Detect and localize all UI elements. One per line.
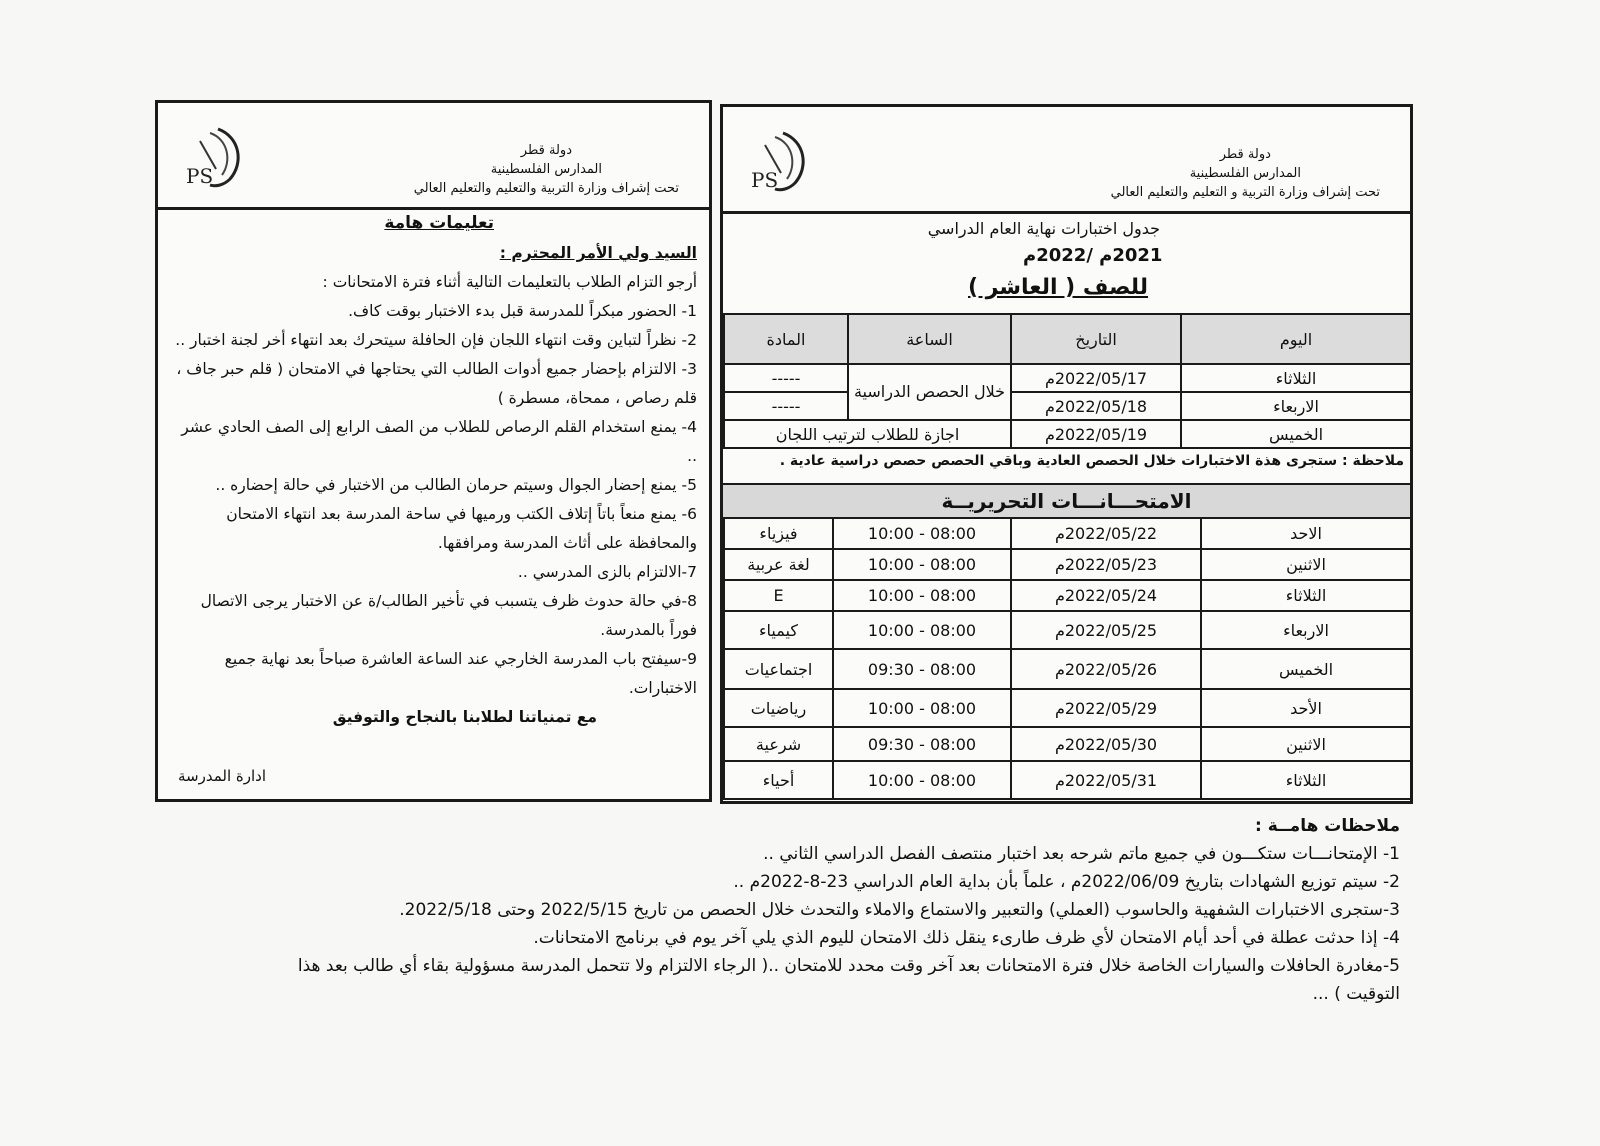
notes-title: ملاحظات هامــة : <box>1255 816 1400 836</box>
table-row <box>724 727 1411 761</box>
row-date: 2022/05/19م <box>1011 420 1181 448</box>
table-row <box>724 649 1411 689</box>
table-row <box>724 580 1411 611</box>
row-time: 08:00 - 10:00 <box>833 518 1011 549</box>
row-time: 08:00 - 10:00 <box>833 580 1011 611</box>
row-time: 08:00 - 09:30 <box>833 649 1011 689</box>
row-day: الاثنين <box>1201 549 1411 580</box>
instruction-item: 1- الحضور مبكراً للمدرسة قبل بدء الاختبار بوقت كاف. <box>348 302 697 320</box>
table-row <box>724 689 1411 727</box>
table-row <box>724 364 1411 392</box>
header-text <box>1111 145 1380 202</box>
header-text <box>414 141 679 198</box>
row-date: 2022/05/24م <box>1011 580 1201 611</box>
row-date: 2022/05/23م <box>1011 549 1201 580</box>
schedule-title: جدول اختبارات نهاية العام الدراسي <box>927 219 1160 238</box>
ministry-line: تحت إشراف وزارة التربية والتعليم والتعليم العالي <box>413 181 679 196</box>
note-item: 2- سيتم توزيع الشهادات بتاريخ 2022/06/09م ، علماً بأن بداية العام الدراسي 23-8-2022م .. <box>733 872 1400 892</box>
instruction-item: 9-سيفتح باب المدرسة الخارجي عند الساعة العاشرة صباحاً بعد نهاية جميع الاختبارات. <box>224 650 697 697</box>
instruction-item: 8-في حالة حدوث ظرف يتسبب في تأخير الطالب/ة عن الاختبار يرجى الاتصال فوراً بالمدرسة. <box>200 592 697 639</box>
instructions-body <box>172 239 697 732</box>
row-subject: اجتماعيات <box>724 649 833 689</box>
table-header-row <box>724 314 1411 364</box>
row-date: 2022/05/18م <box>1011 392 1181 420</box>
row-date: 2022/05/17م <box>1011 364 1181 392</box>
logo-text: PS <box>751 168 779 192</box>
col-time: الساعة <box>848 314 1011 364</box>
row-day: الثلاثاء <box>1201 761 1411 799</box>
instruction-item: 2- نظراً لتباين وقت انتهاء اللجان فإن الحافلة سيتحرك بعد انتهاء أخر لجنة اختبار .. <box>175 331 697 349</box>
table-row <box>724 549 1411 580</box>
intro: أرجو التزام الطلاب بالتعليمات التالية أثناء فترة الامتحانات : <box>322 273 697 291</box>
committee-holiday-cell: اجازة للطلاب لترتيب اللجان <box>724 420 1011 448</box>
daily-exams-table <box>723 313 1412 449</box>
row-date: 2022/05/26م <box>1011 649 1201 689</box>
row-date: 2022/05/31م <box>1011 761 1201 799</box>
schedule-panel <box>720 104 1413 804</box>
table-row <box>724 518 1411 549</box>
instructions-panel <box>155 100 712 802</box>
instruction-item: 6- يمنع منعاً باتاً إتلاف الكتب ورميها في ساحة المدرسة بعد انتهاء الامتحان والمحافظة على أثاث المدرسة ومرافقها. <box>226 505 697 552</box>
row-time: 08:00 - 10:00 <box>833 689 1011 727</box>
col-subject: المادة <box>724 314 848 364</box>
row-subject: كيمياء <box>724 611 833 649</box>
row-subject: رياضيات <box>724 689 833 727</box>
table-row <box>724 420 1411 448</box>
ministry-line: تحت إشراف وزارة التربية و التعليم والتعليم العالي <box>1110 185 1380 200</box>
row-day: الخميس <box>1201 649 1411 689</box>
salutation: السيد ولي الأمر المحترم : <box>499 244 697 262</box>
row-day: الاثنين <box>1201 727 1411 761</box>
row-subject: فيزياء <box>724 518 833 549</box>
written-exams-title-text: الامتحـــانـــات التحريريــة <box>941 489 1192 513</box>
schedule-note: ملاحظة : ستجرى هذة الاختبارات خلال الحصص العادية وباقي الحصص حصص دراسية عادية . <box>779 453 1404 469</box>
school-logo <box>743 127 813 197</box>
written-exams-title <box>723 483 1410 519</box>
row-date: 2022/05/22م <box>1011 518 1201 549</box>
important-notes <box>280 812 1400 1008</box>
row-day: الثلاثاء <box>1181 364 1411 392</box>
instruction-item: 7-الالتزام بالزى المدرسي .. <box>517 563 697 581</box>
instructions-title: تعليمات هامة <box>384 213 494 233</box>
row-subject: ----- <box>724 364 848 392</box>
row-day: الاربعاء <box>1181 392 1411 420</box>
school-name: المدارس الفلسطينية <box>1189 166 1301 181</box>
instruction-item: 4- يمنع استخدام القلم الرصاص للطلاب من الصف الرابع إلى الصف الحادي عشر .. <box>181 418 697 465</box>
note-item: 3-ستجرى الاختبارات الشفهية والحاسوب (العملي) والتعبير والاستماع والاملاء والتحدث خلال الحصص من تاريخ 2022/5/15 وحتى 2022/5/18. <box>399 900 1400 920</box>
row-day: الاحد <box>1201 518 1411 549</box>
row-date: 2022/05/25م <box>1011 611 1201 649</box>
row-day: الأحد <box>1201 689 1411 727</box>
row-day: الثلاثاء <box>1201 580 1411 611</box>
note-item: 1- الإمتحانـــات ستكـــون في جميع ماتم شرحه بعد اختبار منتصف الفصل الدراسي الثاني .. <box>763 844 1400 864</box>
instruction-item: 3- الالتزام بإحضار جميع أدوات الطالب التي يحتاجها في الامتحان ( قلم حبر جاف ، قلم رصاص ، ممحاة، مسطرة ) <box>176 360 697 407</box>
row-subject: ----- <box>724 392 848 420</box>
school-logo <box>178 123 248 193</box>
table-row <box>724 392 1411 420</box>
row-day: الاربعاء <box>1201 611 1411 649</box>
row-subject: E <box>724 580 833 611</box>
table-row <box>724 761 1411 799</box>
row-time: 08:00 - 10:00 <box>833 611 1011 649</box>
schedule-header <box>723 107 1410 214</box>
col-date: التاريخ <box>1011 314 1181 364</box>
row-date: 2022/05/30م <box>1011 727 1201 761</box>
row-subject: شرعية <box>724 727 833 761</box>
row-time: 08:00 - 10:00 <box>833 761 1011 799</box>
written-exams-table <box>723 517 1412 800</box>
grade-label: للصف ( العاشر ) <box>967 275 1148 300</box>
row-subject: لغة عربية <box>724 549 833 580</box>
country-name: دولة قطر <box>520 143 572 158</box>
schedule-year: 2021م /2022م <box>1023 245 1163 266</box>
logo-text: PS <box>186 164 214 188</box>
note-item: 4- إذا حدثت عطلة في أحد أيام الامتحان لأي ظرف طارىء ينقل ذلك الامتحان لليوم الذي يلي آخر يوم في برنامج الامتحانات. <box>533 928 1400 948</box>
row-time: 08:00 - 09:30 <box>833 727 1011 761</box>
row-subject: أحياء <box>724 761 833 799</box>
row-time: 08:00 - 10:00 <box>833 549 1011 580</box>
signature: ادارة المدرسة <box>178 767 267 785</box>
during-classes-cell: خلال الحصص الدراسية <box>848 364 1011 420</box>
note-item: 5-مغادرة الحافلات والسيارات الخاصة خلال فترة الامتحانات بعد آخر وقت محدد للامتحان ..( الرجاء الالتزام ولا تتحمل المدرسة مسؤولية بقاء أي طالب بعد هذا التوقيت ) ... <box>297 956 1400 1004</box>
row-day: الخميس <box>1181 420 1411 448</box>
col-day: اليوم <box>1181 314 1411 364</box>
row-date: 2022/05/29م <box>1011 689 1201 727</box>
instructions-header <box>158 103 709 210</box>
closing: مع تمنياتنا لطلابنا بالنجاح والتوفيق <box>332 708 597 726</box>
school-name: المدارس الفلسطينية <box>490 162 603 177</box>
table-row <box>724 611 1411 649</box>
instruction-item: 5- يمنع إحضار الجوال وسيتم حرمان الطالب من الاختبار في حالة إحضاره .. <box>215 476 697 494</box>
country-name: دولة قطر <box>1219 147 1271 162</box>
